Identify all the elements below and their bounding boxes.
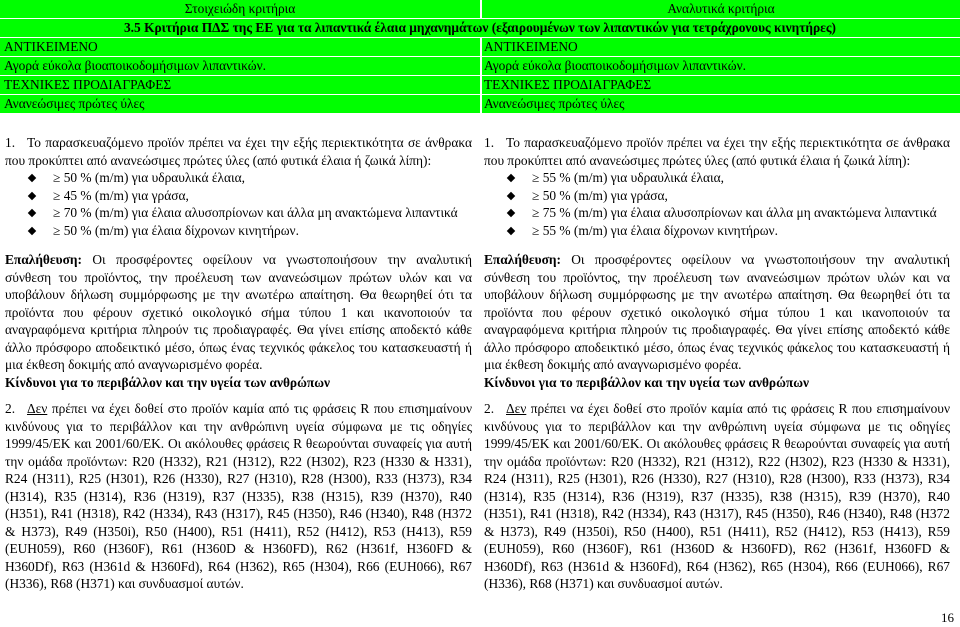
specs-heading-left: ΤΕΧΝΙΚΕΣ ΠΡΟΔΙΑΓΡΑΦΕΣ [0, 76, 480, 94]
page-number: 16 [941, 610, 954, 625]
renewable-heading-left: Ανανεώσιμες πρώτες ύλες [0, 95, 480, 113]
section-title: 3.5 Κριτήρια ΠΔΣ της ΕΕ για τα λιπαντικά έλαια μηχανημάτων (εξαιρουμένων των λιπαντικών για τετράχρονους κινητήρες) [0, 19, 960, 37]
renewable-heading-row [0, 95, 960, 113]
left-bullet: ≥ 45 % (m/m) για γράσα, [27, 187, 472, 205]
right-verification [484, 251, 950, 374]
left-item1-text: Το παρασκευαζόμενο προϊόν πρέπει να έχει την εξής περιεκτικότητα σε άνθρακα που προκύπτει από ανανεώσιμες πρώτες ύλες (από φυτικά έλαια ή ζωικά λίπη): [5, 135, 472, 168]
specs-heading-right: ΤΕΧΝΙΚΕΣ ΠΡΟΔΙΑΓΡΑΦΕΣ [482, 76, 960, 94]
left-bullet: ≥ 50 % (m/m) για έλαια δίχρονων κινητήρων. [27, 222, 472, 240]
left-verification [5, 251, 472, 374]
right-verification-label: Επαλήθευση: [484, 252, 561, 267]
left-verification-text: Οι προσφέροντες οφείλουν να γνωστοποιήσουν την αναλυτική σύνθεση του προϊόντος, την προέλευση των ανανεώσιμων πρώτων υλών και να υποβάλουν δήλωση συμμόρφωσης με την ανωτέρω απαίτηση. Θα θεωρηθεί ότι τα προϊόντα που φέρουν σχετικό οικολογικό σήμα τύπου 1 και ικανοποιούν τα αναγραφόμενα κριτήρια πληρούν τις προδιαγραφές. Θα γίνει επίσης αποδεκτό κάθε άλλο πρόσφορο αποδεικτικό μέσο, όπως ένας τεχνικός φάκελος του κατασκευαστή ή μια έκθεση δοκιμής από αναγνωρισμένο φορέα. [5, 252, 472, 372]
right-hazards-heading: Κίνδυνοι για το περιβάλλον και την υγεία των ανθρώπων [484, 374, 809, 390]
left-item2-lead: Δεν [27, 401, 48, 416]
right-item1-number: 1. [484, 135, 495, 150]
right-column [484, 134, 950, 616]
subject-text-row [0, 57, 960, 75]
right-item2 [484, 400, 950, 593]
right-bullet: ≥ 55 % (m/m) για έλαια δίχρονων κινητήρων. [506, 222, 950, 240]
subject-heading-left: ΑΝΤΙΚΕΙΜΕΝΟ [0, 38, 480, 56]
right-item2-number: 2. [484, 401, 495, 416]
right-bullet: ≥ 75 % (m/m) για έλαια αλυσοπρίονων και άλλα μη ανακτώμενα λιπαντικά [506, 204, 950, 222]
left-item1-number: 1. [5, 135, 16, 150]
subject-heading-right: ΑΝΤΙΚΕΙΜΕΝΟ [482, 38, 960, 56]
left-hazards-heading: Κίνδυνοι για το περιβάλλον και την υγεία των ανθρώπων [5, 374, 330, 390]
right-item2-text: πρέπει να έχει δοθεί στο προϊόν καμία από τις φράσεις R που επισημαίνουν κινδύνους για το περιβάλλον και την ανθρώπινη υγεία σύμφωνα με τις οδηγίες 1999/45/ΕΚ και 2001/60/ΕΚ. Οι ακόλουθες φράσεις R θεωρούνται συναφείς για αυτή την ομάδα προϊόντων: R20 (H332), R21 (H312), R22 (H302), R23 (H330 & H331), R24 (H311), R25 (H301), R26 (H330), R27 (H310), R28 (H300), R33 (H373), R34 (H314), R35 (H314), R36 (H319), R37 (H335), R38 (H315), R39 (H370), R40 (H351), R41 (H318), R42 (H334), R43 (H317), R45 (H350), R46 (H340), R48 (H372 & H373), R49 (H350i), R50 (H400), R51 (H411), R52 (H412), R53 (H413), R59 (EUH059), R60 (H360F), R61 (H360D & H360FD), R62 (H361f, H360FD & H360Df), R63 (H361d & H360Fd), R64 (H362), R65 (H304), R66 (EUH066), R67 (H336), R68 (H371) και συνδυασμοί αυτών. [484, 401, 950, 591]
renewable-heading-right: Ανανεώσιμες πρώτες ύλες [482, 95, 960, 113]
left-bullet-list [5, 169, 472, 239]
right-bullet-list [484, 169, 950, 239]
left-item2 [5, 400, 472, 593]
right-item2-lead: Δεν [506, 401, 527, 416]
right-item1 [484, 134, 950, 169]
right-bullet: ≥ 50 % (m/m) για γράσα, [506, 187, 950, 205]
specs-heading-row [0, 76, 960, 94]
header-row [0, 0, 960, 18]
subject-heading-row [0, 38, 960, 56]
right-bullet: ≥ 55 % (m/m) για υδραυλικά έλαια, [506, 169, 950, 187]
left-item2-text: πρέπει να έχει δοθεί στο προϊόν καμία από τις φράσεις R που επισημαίνουν κινδύνους για το περιβάλλον και την ανθρώπινη υγεία σύμφωνα με τις οδηγίες 1999/45/ΕΚ και 2001/60/ΕΚ. Οι ακόλουθες φράσεις R θεωρούνται συναφείς για αυτή την ομάδα προϊόντων: R20 (H332), R21 (H312), R22 (H302), R23 (H330 & H331), R24 (H311), R25 (H301), R26 (H330), R27 (H310), R28 (H300), R33 (H373), R34 (H314), R35 (H314), R36 (H319), R37 (H335), R38 (H315), R39 (H370), R40 (H351), R41 (H318), R42 (H334), R43 (H317), R45 (H350), R46 (H340), R48 (H372 & H373), R49 (H350i), R50 (H400), R51 (H411), R52 (H412), R53 (H413), R59 (EUH059), R60 (H360F), R61 (H360D & H360FD), R62 (H361f, H360FD & H360Df), R63 (H361d & H360Fd), R64 (H362), R65 (H304), R66 (EUH066), R67 (H336), R68 (H371) και συνδυασμοί αυτών. [5, 401, 472, 591]
left-bullet: ≥ 70 % (m/m) για έλαια αλυσοπρίονων και άλλα μη ανακτώμενα λιπαντικά [27, 204, 472, 222]
header-left: Στοιχειώδη κριτήρια [0, 0, 480, 18]
right-verification-text: Οι προσφέροντες οφείλουν να γνωστοποιήσουν την αναλυτική σύνθεση του προϊόντος, την προέλευση των ανανεώσιμων πρώτων υλών και να υποβάλουν δήλωση συμμόρφωσης με την ανωτέρω απαίτηση. Θα θεωρηθεί ότι τα προϊόντα που φέρουν σχετικό οικολογικό σήμα τύπου 1 και ικανοποιούν τα αναγραφόμενα κριτήρια πληρούν τις προδιαγραφές. Θα γίνει επίσης αποδεκτό κάθε άλλο πρόσφορο αποδεικτικό μέσο, όπως ένας τεχνικός φάκελος του κατασκευαστή ή μια έκθεση δοκιμής από αναγνωρισμένο φορέα. [484, 252, 950, 372]
right-item1-text: Το παρασκευαζόμενο προϊόν πρέπει να έχει την εξής περιεκτικότητα σε άνθρακα που προκύπτει από ανανεώσιμες πρώτες ύλες (από φυτικά έλαια ή ζωικά λίπη): [484, 135, 950, 168]
left-bullet: ≥ 50 % (m/m) για υδραυλικά έλαια, [27, 169, 472, 187]
left-verification-label: Επαλήθευση: [5, 252, 82, 267]
subject-text-right: Αγορά εύκολα βιοαποικοδομήσιμων λιπαντικών. [482, 57, 960, 75]
left-item2-number: 2. [5, 401, 16, 416]
header-right: Αναλυτικά κριτήρια [482, 0, 960, 18]
left-column [5, 134, 472, 616]
subject-text-left: Αγορά εύκολα βιοαποικοδομήσιμων λιπαντικών. [0, 57, 480, 75]
left-item1 [5, 134, 472, 169]
